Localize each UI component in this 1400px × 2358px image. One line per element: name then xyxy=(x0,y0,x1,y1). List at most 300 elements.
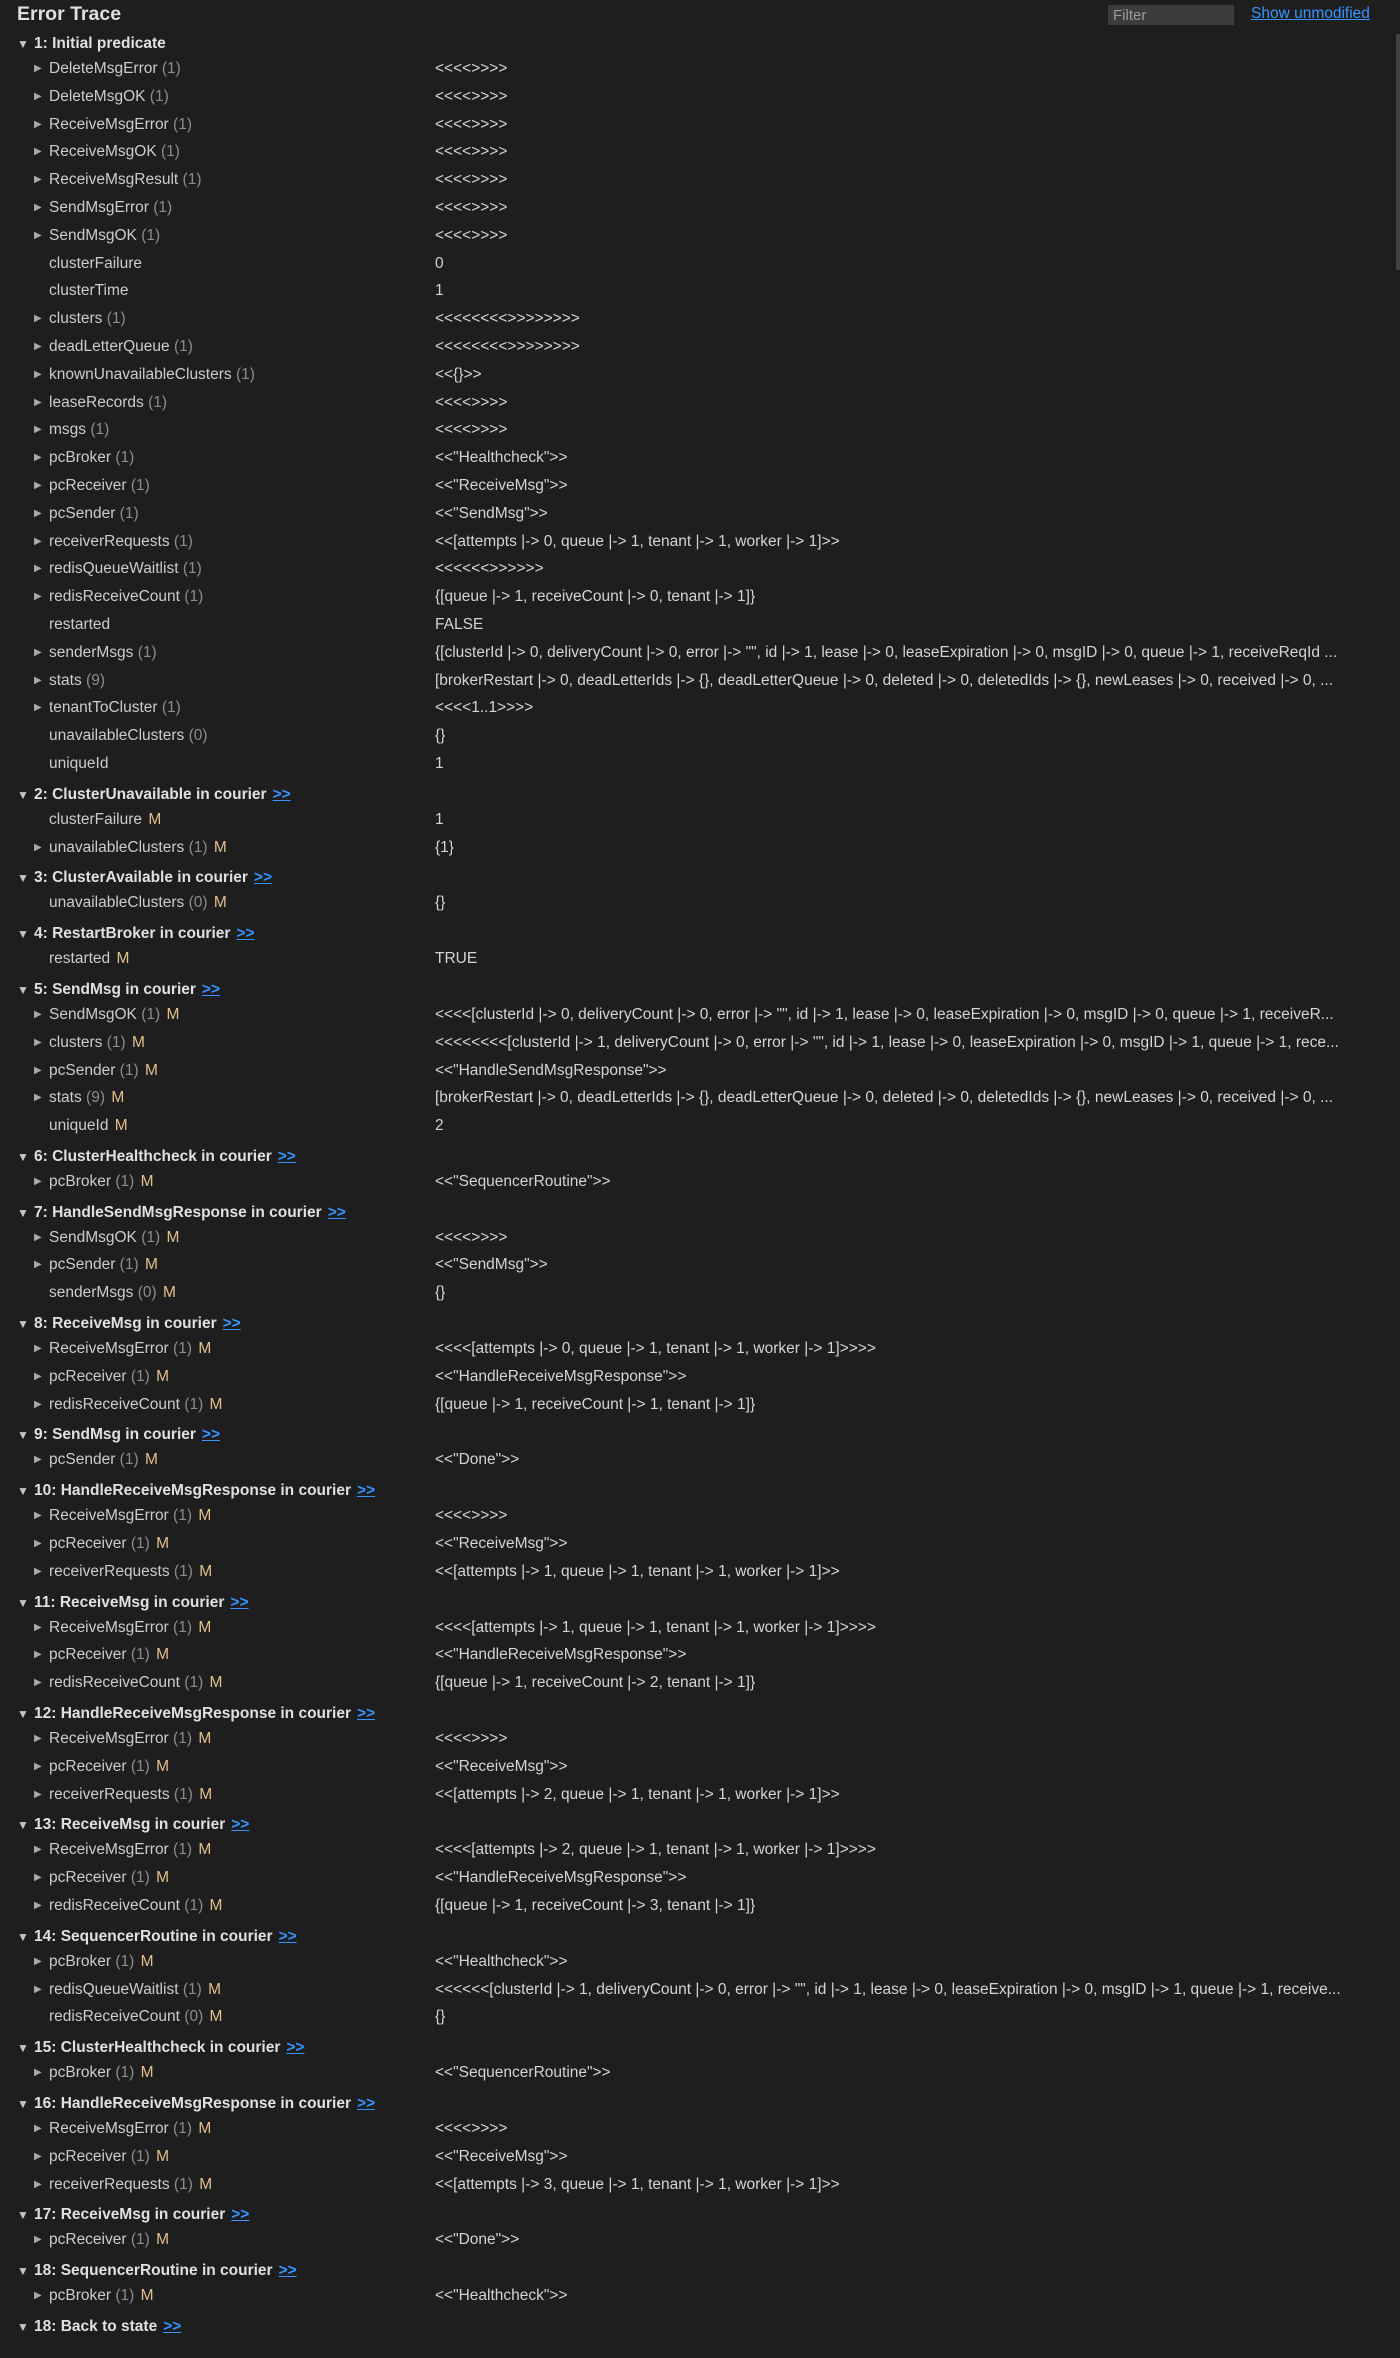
variable-name: ReceiveMsgOK xyxy=(49,143,157,161)
state-header[interactable] xyxy=(0,1926,1392,1948)
variable-name-cell xyxy=(49,416,109,444)
expand-arrow-icon[interactable]: ▶ xyxy=(34,2150,42,2162)
variable-row[interactable] xyxy=(0,694,1392,722)
variable-count: (1) xyxy=(173,532,193,550)
expand-arrow-icon[interactable]: ▶ xyxy=(34,368,42,380)
state-header[interactable] xyxy=(0,33,1392,55)
variable-row[interactable] xyxy=(0,1001,1392,1029)
variable-count: (1) xyxy=(130,1869,150,1887)
goto-location-link[interactable]: >> xyxy=(230,1593,249,1611)
variable-value: <<"ReceiveMsg">> xyxy=(435,1757,568,1775)
expand-triangle-icon[interactable]: ▼ xyxy=(17,1707,29,1722)
variable-count: (1) xyxy=(161,143,180,161)
expand-arrow-icon[interactable]: ▶ xyxy=(34,90,42,102)
state-label: 15: ClusterHealthcheck in courier xyxy=(34,2039,281,2057)
variable-row[interactable] xyxy=(0,2282,1392,2310)
modified-badge: M xyxy=(156,2147,170,2165)
variable-row[interactable] xyxy=(0,138,1392,166)
expand-triangle-icon[interactable]: ▼ xyxy=(17,2041,29,2056)
variable-count: (1) xyxy=(173,337,193,355)
variable-count: (1) xyxy=(173,1507,192,1525)
expand-arrow-icon[interactable]: ▶ xyxy=(34,1649,42,1661)
variable-row[interactable] xyxy=(0,528,1392,556)
variable-count: (1) xyxy=(188,838,208,856)
variable-name: ReceiveMsgError xyxy=(49,1507,169,1525)
variable-row[interactable] xyxy=(0,305,1392,333)
variable-name-cell xyxy=(49,806,161,834)
filter-input[interactable] xyxy=(1108,5,1234,25)
variable-row[interactable] xyxy=(0,1224,1392,1252)
expand-triangle-icon[interactable]: ▼ xyxy=(17,1595,29,1610)
expand-triangle-icon[interactable]: ▼ xyxy=(17,982,29,997)
variable-row[interactable] xyxy=(0,750,1392,778)
expand-arrow-icon[interactable]: ▶ xyxy=(34,535,42,547)
expand-arrow-icon[interactable]: ▶ xyxy=(34,2290,42,2302)
variable-row[interactable] xyxy=(0,1641,1392,1669)
variable-name-cell xyxy=(49,166,201,194)
variable-count: (1) xyxy=(115,449,135,467)
variable-name-cell xyxy=(49,583,203,611)
variable-row[interactable] xyxy=(0,166,1392,194)
variable-name-cell xyxy=(49,111,192,139)
expand-arrow-icon[interactable]: ▶ xyxy=(34,841,42,853)
variable-row[interactable] xyxy=(0,416,1392,444)
state-header[interactable] xyxy=(0,784,1392,806)
variable-value: <<[attempts |-> 2, queue |-> 1, tenant |-> 1, worker |-> 1]>> xyxy=(435,1785,840,1803)
goto-location-link[interactable]: >> xyxy=(231,1816,250,1834)
expand-arrow-icon[interactable]: ▶ xyxy=(34,1733,42,1745)
expand-triangle-icon[interactable]: ▼ xyxy=(17,1428,29,1443)
variable-name: restarted xyxy=(49,615,111,633)
variable-row[interactable] xyxy=(0,1279,1392,1307)
expand-arrow-icon[interactable]: ▶ xyxy=(34,479,42,491)
variable-row[interactable] xyxy=(0,1976,1392,2004)
variable-value: <<"Done">> xyxy=(435,1451,520,1469)
expand-triangle-icon[interactable]: ▼ xyxy=(17,871,29,886)
variable-count: (1) xyxy=(184,1674,204,1692)
expand-triangle-icon[interactable]: ▼ xyxy=(17,1205,29,1220)
state-header[interactable] xyxy=(0,867,1392,889)
variable-name: pcBroker xyxy=(49,1952,112,1970)
variable-count: (1) xyxy=(182,171,202,189)
expand-triangle-icon[interactable]: ▼ xyxy=(17,1818,29,1833)
variable-name: redisQueueWaitlist xyxy=(49,1980,179,1998)
state-header[interactable] xyxy=(0,1146,1392,1168)
variable-row[interactable] xyxy=(0,1892,1392,1920)
variable-row[interactable] xyxy=(0,2226,1392,2254)
variable-name: uniqueId xyxy=(49,754,109,772)
variable-row[interactable] xyxy=(0,2059,1392,2087)
show-unmodified-link[interactable]: Show unmodified xyxy=(1251,5,1370,22)
variable-name-cell xyxy=(49,222,160,250)
expand-arrow-icon[interactable]: ▶ xyxy=(34,1844,42,1856)
modified-badge: M xyxy=(114,1117,128,1135)
trace-state xyxy=(0,2204,1392,2254)
variable-row[interactable] xyxy=(0,2115,1392,2143)
state-header[interactable] xyxy=(0,1480,1392,1502)
trace-state xyxy=(0,979,1392,1140)
variable-row[interactable] xyxy=(0,1530,1392,1558)
expand-triangle-icon[interactable]: ▼ xyxy=(17,1317,29,1332)
expand-arrow-icon[interactable]: ▶ xyxy=(34,1231,42,1243)
goto-location-link[interactable]: >> xyxy=(357,1705,376,1723)
variable-row[interactable] xyxy=(0,1502,1392,1530)
variable-count: (1) xyxy=(119,1256,139,1274)
expand-arrow-icon[interactable]: ▶ xyxy=(34,674,42,686)
goto-location-link[interactable]: >> xyxy=(277,1147,296,1165)
expand-arrow-icon[interactable]: ▶ xyxy=(34,1008,42,1020)
expand-arrow-icon[interactable]: ▶ xyxy=(34,1370,42,1382)
state-title-container xyxy=(34,2093,375,2115)
expand-triangle-icon[interactable]: ▼ xyxy=(17,2097,29,2112)
variable-row[interactable] xyxy=(0,500,1392,528)
state-title-container xyxy=(34,1592,249,1614)
variable-row[interactable] xyxy=(0,1614,1392,1642)
expand-triangle-icon[interactable]: ▼ xyxy=(17,37,29,51)
expand-arrow-icon[interactable]: ▶ xyxy=(34,201,42,213)
variable-row[interactable] xyxy=(0,333,1392,361)
expand-triangle-icon[interactable]: ▼ xyxy=(17,927,29,942)
expand-arrow-icon[interactable]: ▶ xyxy=(34,1510,42,1522)
expand-arrow-icon[interactable]: ▶ xyxy=(34,2178,42,2190)
variable-value: <<"ReceiveMsg">> xyxy=(435,2147,568,2165)
variable-value: [brokerRestart |-> 0, deadLetterIds |-> {}, deadLetterQueue |-> 0, deleted |-> 0, deletedIds |-> {}, newLeases |-> 0, received |-> 0, ... xyxy=(435,671,1334,689)
state-header[interactable] xyxy=(0,2316,1392,2338)
variable-row[interactable] xyxy=(0,1251,1392,1279)
variable-count: (1) xyxy=(161,60,181,77)
expand-arrow-icon[interactable]: ▶ xyxy=(34,702,42,714)
variable-count: (1) xyxy=(130,2147,150,2165)
expand-arrow-icon[interactable]: ▶ xyxy=(34,1092,42,1104)
state-label: 13: ReceiveMsg in courier xyxy=(34,1816,226,1834)
variable-row[interactable] xyxy=(0,361,1392,389)
variable-count: (1) xyxy=(153,198,173,216)
variable-row[interactable] xyxy=(0,55,1392,83)
variable-name-cell xyxy=(49,1446,158,1474)
variable-name-cell xyxy=(49,1725,211,1753)
variable-name-cell xyxy=(49,1976,221,2004)
variable-name: pcSender xyxy=(49,1451,116,1469)
variable-value: <<"SendMsg">> xyxy=(435,1256,548,1274)
variable-row[interactable] xyxy=(0,806,1392,834)
variable-count: (1) xyxy=(173,1562,193,1580)
state-label: 17: ReceiveMsg in courier xyxy=(34,2206,226,2224)
variable-row[interactable] xyxy=(0,945,1392,973)
variable-row[interactable] xyxy=(0,111,1392,139)
variable-name: ReceiveMsgResult xyxy=(49,171,179,189)
variable-row[interactable] xyxy=(0,1836,1392,1864)
variable-row[interactable] xyxy=(0,222,1392,250)
variable-row[interactable] xyxy=(0,583,1392,611)
goto-location-link[interactable]: >> xyxy=(272,785,291,803)
expand-arrow-icon[interactable]: ▶ xyxy=(34,118,42,130)
modified-badge: M xyxy=(208,1980,222,1998)
modified-badge: M xyxy=(198,1730,212,1748)
variable-row[interactable] xyxy=(0,1391,1392,1419)
expand-arrow-icon[interactable]: ▶ xyxy=(34,1760,42,1772)
expand-arrow-icon[interactable]: ▶ xyxy=(34,424,42,436)
trace-state xyxy=(0,2093,1392,2198)
modified-badge: M xyxy=(199,1562,213,1580)
variable-name: SendMsgOK xyxy=(49,226,137,244)
variable-value: <<<<>>>> xyxy=(435,1730,508,1748)
expand-arrow-icon[interactable]: ▶ xyxy=(34,1565,42,1577)
variable-value: {} xyxy=(435,2008,446,2026)
modified-badge: M xyxy=(156,1646,170,1664)
variable-row[interactable] xyxy=(0,1363,1392,1391)
variable-name: senderMsgs xyxy=(49,643,134,661)
variable-row[interactable] xyxy=(0,1084,1392,1112)
expand-arrow-icon[interactable]: ▶ xyxy=(34,1454,42,1466)
goto-location-link[interactable]: >> xyxy=(201,1426,221,1444)
variable-row[interactable] xyxy=(0,1669,1392,1697)
state-header[interactable] xyxy=(0,1814,1392,1836)
expand-arrow-icon[interactable]: ▶ xyxy=(34,1064,42,1076)
goto-location-link[interactable]: >> xyxy=(286,2039,305,2057)
state-header[interactable] xyxy=(0,1313,1392,1335)
variable-name: clusterTime xyxy=(49,282,129,300)
expand-arrow-icon[interactable]: ▶ xyxy=(34,507,42,519)
state-header[interactable] xyxy=(0,923,1392,945)
variable-value: <<"ReceiveMsg">> xyxy=(435,476,568,494)
expand-triangle-icon[interactable]: ▼ xyxy=(17,2208,29,2223)
variable-name: stats xyxy=(49,671,82,689)
variable-name-cell xyxy=(49,1224,179,1252)
variable-value: <<"Done">> xyxy=(435,2231,520,2249)
variable-name-cell xyxy=(49,611,110,639)
variable-count: (1) xyxy=(173,1340,192,1358)
variable-value: <<<<>>>> xyxy=(435,2120,508,2138)
variable-row[interactable] xyxy=(0,444,1392,472)
variable-row[interactable] xyxy=(0,1781,1392,1809)
variable-name-cell xyxy=(49,333,193,361)
modified-badge: M xyxy=(156,2231,170,2249)
goto-location-link[interactable]: >> xyxy=(222,1315,241,1333)
variable-value: {} xyxy=(435,1284,446,1302)
variable-value: <<<<>>>> xyxy=(435,60,508,77)
variable-value: <<<<>>>> xyxy=(435,226,508,244)
expand-arrow-icon[interactable]: ▶ xyxy=(34,1343,42,1355)
variable-name: clusters xyxy=(49,1033,103,1051)
variable-name: pcReceiver xyxy=(49,2147,127,2165)
state-label: 5: SendMsg in courier xyxy=(34,980,196,998)
expand-arrow-icon[interactable]: ▶ xyxy=(34,2067,42,2079)
variable-row[interactable] xyxy=(0,1112,1392,1140)
variable-count: (1) xyxy=(119,504,139,522)
state-header[interactable] xyxy=(0,1592,1392,1614)
scrollbar-thumb[interactable] xyxy=(1396,34,1400,270)
expand-arrow-icon[interactable]: ▶ xyxy=(34,1955,42,1967)
variable-row[interactable] xyxy=(0,834,1392,862)
variable-name: SendMsgOK xyxy=(49,1228,137,1246)
expand-arrow-icon[interactable]: ▶ xyxy=(34,1538,42,1550)
state-title-container xyxy=(34,1926,297,1948)
state-label: 12: HandleReceiveMsgResponse in courier xyxy=(34,1705,352,1723)
expand-arrow-icon[interactable]: ▶ xyxy=(34,313,42,325)
state-header[interactable] xyxy=(0,2260,1392,2282)
expand-arrow-icon[interactable]: ▶ xyxy=(34,174,42,186)
variable-row[interactable] xyxy=(0,1057,1392,1085)
expand-triangle-icon[interactable]: ▼ xyxy=(17,1484,29,1499)
variable-row[interactable] xyxy=(0,555,1392,583)
variable-row[interactable] xyxy=(0,2171,1392,2199)
state-label: 1: Initial predicate xyxy=(34,35,166,52)
variable-name: clusters xyxy=(49,310,103,328)
expand-triangle-icon[interactable]: ▼ xyxy=(17,1149,29,1164)
expand-arrow-icon[interactable]: ▶ xyxy=(34,452,42,464)
expand-arrow-icon[interactable]: ▶ xyxy=(34,1983,42,1995)
expand-arrow-icon[interactable]: ▶ xyxy=(34,1175,42,1187)
variable-name-cell xyxy=(49,1112,128,1140)
expand-arrow-icon[interactable]: ▶ xyxy=(34,396,42,408)
expand-triangle-icon[interactable]: ▼ xyxy=(17,2264,29,2279)
variable-value: <<"HandleReceiveMsgResponse">> xyxy=(435,1869,687,1887)
expand-arrow-icon[interactable]: ▶ xyxy=(34,63,42,74)
variable-row[interactable] xyxy=(0,1948,1392,1976)
variable-name-cell xyxy=(49,1279,176,1307)
modified-badge: M xyxy=(144,1256,158,1274)
variable-name-cell xyxy=(49,694,181,722)
expand-arrow-icon[interactable]: ▶ xyxy=(34,1900,42,1912)
expand-arrow-icon[interactable]: ▶ xyxy=(34,146,42,158)
expand-arrow-icon[interactable]: ▶ xyxy=(34,2123,42,2135)
expand-arrow-icon[interactable]: ▶ xyxy=(34,646,42,658)
variable-row[interactable] xyxy=(0,639,1392,667)
variable-value: 1 xyxy=(435,754,444,772)
variable-row[interactable] xyxy=(0,194,1392,222)
variable-name: pcBroker xyxy=(49,449,112,467)
modified-badge: M xyxy=(140,1952,154,1970)
variable-row[interactable] xyxy=(0,1168,1392,1196)
expand-triangle-icon[interactable]: ▼ xyxy=(17,787,29,802)
variable-value: <<<<>>>> xyxy=(435,393,508,411)
variable-name: DeleteMsgOK xyxy=(49,87,146,105)
variable-value: <<<<[attempts |-> 0, queue |-> 1, tenant |-> 1, worker |-> 1]>>>> xyxy=(435,1340,876,1358)
trace-state xyxy=(0,1146,1392,1196)
variable-name-cell xyxy=(49,639,157,667)
variable-value: [brokerRestart |-> 0, deadLetterIds |-> {}, deadLetterQueue |-> 0, deleted |-> 0, deletedIds |-> {}, newLeases |-> 0, received |-> 0, ... xyxy=(435,1089,1334,1107)
expand-arrow-icon[interactable]: ▶ xyxy=(34,2234,42,2246)
goto-location-link[interactable]: >> xyxy=(163,2318,182,2335)
variable-value: <<<<<<[clusterId |-> 1, deliveryCount |-> 0, error |-> "", id |-> 1, lease |-> 0, leaseExpiration |-> 0, msgID |-> 1, queue |-> 1, receive... xyxy=(435,1980,1341,1998)
expand-arrow-icon[interactable]: ▶ xyxy=(34,591,42,603)
variable-row[interactable] xyxy=(0,472,1392,500)
goto-location-link[interactable]: >> xyxy=(357,1482,376,1500)
modified-badge: M xyxy=(156,1535,170,1553)
variable-name-cell xyxy=(49,1363,169,1391)
variable-row[interactable] xyxy=(0,277,1392,305)
error-trace-tree xyxy=(0,33,1392,2344)
expand-triangle-icon[interactable]: ▼ xyxy=(17,1929,29,1944)
modified-badge: M xyxy=(213,838,227,856)
variable-row[interactable] xyxy=(0,1335,1392,1363)
variable-name-cell xyxy=(49,500,139,528)
variable-value: {} xyxy=(435,894,446,912)
state-header[interactable] xyxy=(0,1424,1392,1446)
variable-value: <<{}>> xyxy=(435,365,482,383)
variable-name: clusterFailure xyxy=(49,254,143,272)
state-label: 14: SequencerRoutine in courier xyxy=(34,1927,273,1945)
variable-name-cell xyxy=(49,361,255,389)
expand-arrow-icon[interactable]: ▶ xyxy=(34,1677,42,1689)
variable-row[interactable] xyxy=(0,250,1392,278)
state-header[interactable] xyxy=(0,2093,1392,2115)
variable-row[interactable] xyxy=(0,83,1392,111)
goto-location-link[interactable]: >> xyxy=(236,925,255,943)
goto-location-link[interactable]: >> xyxy=(253,869,273,887)
variable-row[interactable] xyxy=(0,2143,1392,2171)
goto-location-link[interactable]: >> xyxy=(231,2206,250,2224)
variable-row[interactable] xyxy=(0,889,1392,917)
variable-value: TRUE xyxy=(435,950,478,968)
variable-count: (1) xyxy=(235,365,255,383)
expand-arrow-icon[interactable]: ▶ xyxy=(34,1036,42,1048)
variable-count: (0) xyxy=(137,1284,157,1302)
variable-name: ReceiveMsgError xyxy=(49,1841,169,1859)
expand-arrow-icon[interactable]: ▶ xyxy=(34,1621,42,1633)
expand-triangle-icon[interactable]: ▼ xyxy=(17,2320,29,2334)
expand-arrow-icon[interactable]: ▶ xyxy=(34,1259,42,1271)
variable-count: (1) xyxy=(149,87,169,105)
expand-arrow-icon[interactable]: ▶ xyxy=(34,340,42,352)
state-label: 18: Back to state xyxy=(34,2318,158,2335)
variable-name-cell xyxy=(49,2003,222,2031)
expand-arrow-icon[interactable]: ▶ xyxy=(34,1398,42,1410)
state-header[interactable] xyxy=(0,1703,1392,1725)
variable-count: (1) xyxy=(141,226,161,244)
variable-name-cell xyxy=(49,2226,169,2254)
variable-name-cell xyxy=(49,834,227,862)
state-title-container xyxy=(34,1703,375,1725)
goto-location-link[interactable]: >> xyxy=(357,2095,376,2113)
state-header[interactable] xyxy=(0,1202,1392,1224)
variable-row[interactable] xyxy=(0,1029,1392,1057)
variable-row[interactable] xyxy=(0,1558,1392,1586)
variable-row[interactable] xyxy=(0,722,1392,750)
variable-value: <<<<>>>> xyxy=(435,171,508,189)
variable-row[interactable] xyxy=(0,611,1392,639)
expand-arrow-icon[interactable]: ▶ xyxy=(34,1872,42,1884)
variable-row[interactable] xyxy=(0,389,1392,417)
variable-row[interactable] xyxy=(0,1725,1392,1753)
expand-arrow-icon[interactable]: ▶ xyxy=(34,563,42,575)
variable-row[interactable] xyxy=(0,667,1392,695)
state-header[interactable] xyxy=(0,979,1392,1001)
variable-value: 0 xyxy=(435,254,444,272)
variable-value: <<[attempts |-> 0, queue |-> 1, tenant |-> 1, worker |-> 1]>> xyxy=(435,532,840,550)
trace-state xyxy=(0,1313,1392,1418)
goto-location-link[interactable]: >> xyxy=(278,1927,297,1945)
variable-value: <<<<>>>> xyxy=(435,115,508,133)
variable-row[interactable] xyxy=(0,2003,1392,2031)
modified-badge: M xyxy=(140,2287,154,2305)
variable-value: <<<<>>>> xyxy=(435,87,508,105)
variable-row[interactable] xyxy=(0,1864,1392,1892)
variable-row[interactable] xyxy=(0,1446,1392,1474)
variable-name-cell xyxy=(49,1168,154,1196)
goto-location-link[interactable]: >> xyxy=(201,980,221,998)
state-header[interactable] xyxy=(0,2037,1392,2059)
expand-arrow-icon[interactable]: ▶ xyxy=(34,1788,42,1800)
expand-arrow-icon[interactable]: ▶ xyxy=(34,229,42,241)
variable-name-cell xyxy=(49,1502,211,1530)
variable-name-cell xyxy=(49,1251,158,1279)
goto-location-link[interactable]: >> xyxy=(278,2262,297,2280)
state-header[interactable] xyxy=(0,2204,1392,2226)
variable-count: (1) xyxy=(173,1618,192,1636)
goto-location-link[interactable]: >> xyxy=(327,1203,346,1221)
variable-row[interactable] xyxy=(0,1753,1392,1781)
